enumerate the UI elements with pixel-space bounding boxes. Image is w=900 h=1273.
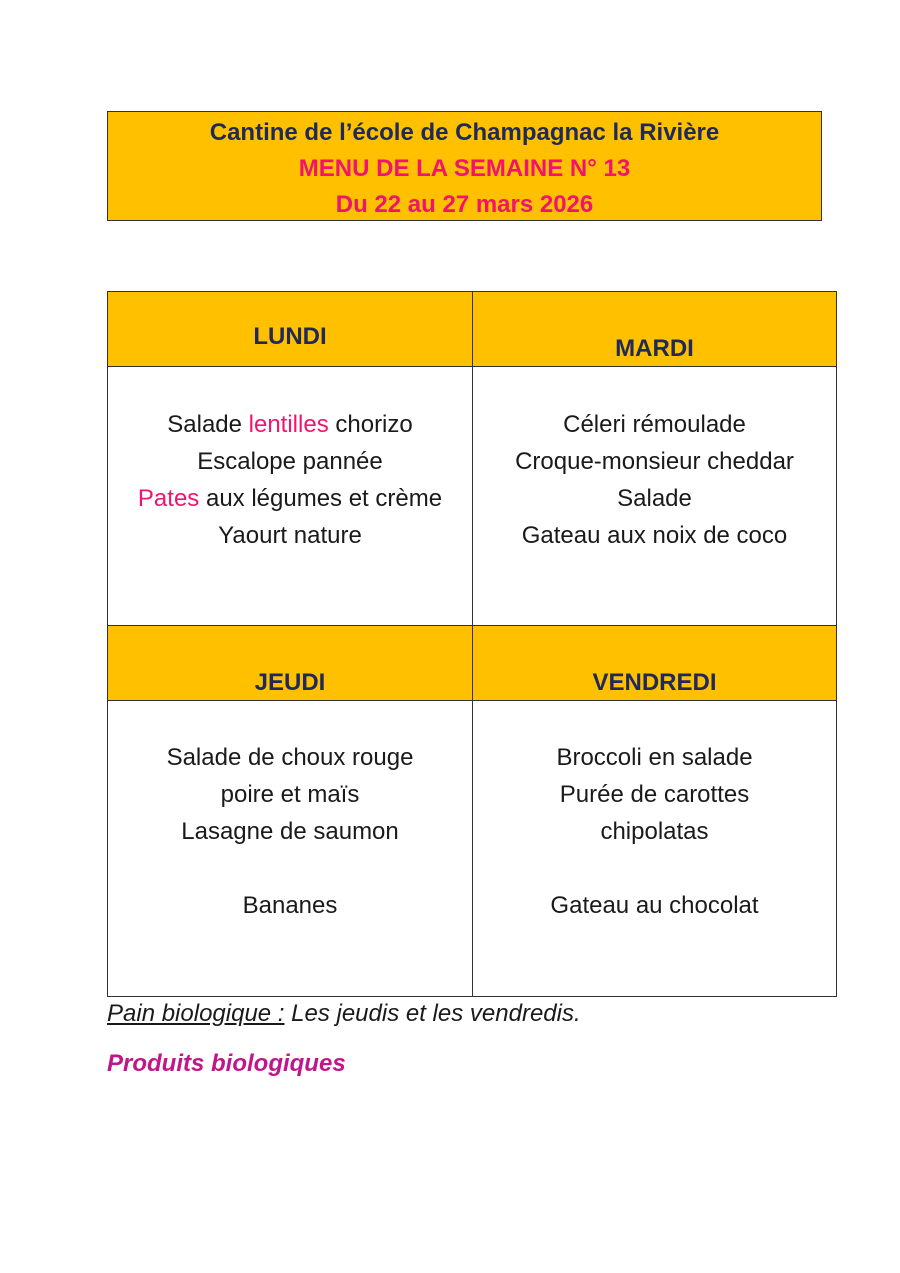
menu-item: Bananes [242, 892, 338, 919]
menu-week-title: MENU DE LA SEMAINE N° 13 [298, 155, 631, 182]
menu-item: Salade de choux rouge [166, 744, 414, 771]
blank-line [108, 850, 472, 887]
day-menu-lundi [107, 366, 473, 626]
organic-bread-label: Pain biologique : [107, 1000, 285, 1027]
blank-line [473, 850, 836, 887]
day-name-lundi: LUNDI [253, 323, 327, 350]
day-name-mardi: MARDI [615, 335, 694, 362]
day-header-mardi [472, 291, 837, 367]
day-menu-mardi [472, 366, 837, 626]
organic-bread-days: Les jeudis et les vendredis. [284, 1000, 581, 1027]
day-name-vendredi: VENDREDI [592, 669, 717, 696]
school-name: Cantine de l’école de Champagnac la Rivière [209, 119, 720, 146]
organic-bread-note [107, 1000, 581, 1028]
menu-item: Escalope pannée [197, 448, 383, 475]
menu-item: Céleri rémoulade [563, 411, 746, 438]
menu-item: Lasagne de saumon [181, 818, 399, 845]
day-header-lundi [107, 291, 473, 367]
day-header-vendredi [472, 625, 837, 701]
menu-item: chipolatas [600, 818, 709, 845]
menu-item: Broccoli en salade [556, 744, 753, 771]
menu-item: Gateau au chocolat [550, 892, 759, 919]
menu-item: Croque-monsieur cheddar [515, 448, 794, 475]
day-header-jeudi [107, 625, 473, 701]
day-menu-vendredi [472, 700, 837, 997]
menu-item: Gateau aux noix de coco [521, 522, 788, 549]
menu-item: Salade [617, 485, 692, 512]
menu-item: poire et maïs [220, 781, 360, 808]
menu-item: Pates aux légumes et crème [137, 485, 443, 512]
menu-item: Salade lentilles chorizo [167, 411, 413, 438]
menu-item: Purée de carottes [559, 781, 750, 808]
day-name-jeudi: JEUDI [254, 669, 326, 696]
menu-header [107, 111, 822, 221]
organic-products-label: Produits biologiques [107, 1050, 346, 1077]
day-menu-jeudi [107, 700, 473, 997]
menu-grid [107, 291, 837, 997]
menu-dates: Du 22 au 27 mars 2026 [335, 191, 594, 218]
menu-item: Yaourt nature [218, 522, 362, 549]
